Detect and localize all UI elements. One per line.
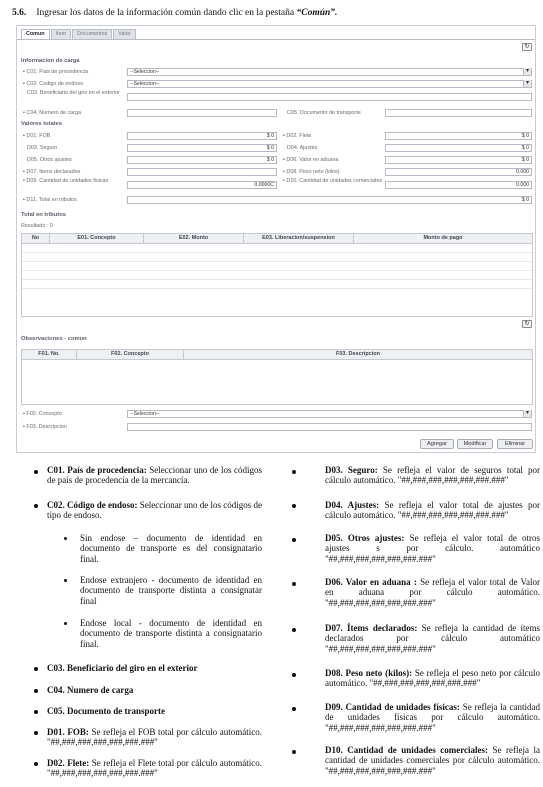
valores-title: Valores totales	[21, 121, 62, 127]
d08-label: ▪ D08. Peso neto (kilos)	[283, 169, 340, 175]
f02-label: ▪ F02. Concepto	[23, 411, 62, 417]
c04-description: C04. Numero de carga	[47, 685, 134, 695]
sub-bullet	[64, 537, 67, 540]
observaciones-title: Observaciones - comun	[21, 336, 87, 342]
col-liberacion: E03. Liberacion/suspension	[244, 234, 354, 243]
d07-label: ▪ D07. Items declarados	[23, 169, 81, 175]
table-row	[22, 244, 532, 253]
bullet	[34, 667, 38, 671]
d01-description: D01. FOB: Se refleja el FOB total por cálculo automático. "##,###,###,###,###,###.###"	[47, 727, 263, 748]
bullet	[34, 710, 38, 714]
bullet	[34, 731, 38, 735]
bullet	[34, 504, 38, 508]
d03-description: D03. Seguro: Se refleja el valor de seguros total por cálculo automático. "##,###,###,###,###,###.###"	[325, 465, 540, 486]
info-carga-title: Informacion de carga	[21, 58, 80, 64]
tab-comun[interactable]: Comun	[21, 29, 50, 39]
bullet	[292, 504, 296, 508]
bullet	[292, 582, 296, 586]
add-button[interactable]: Agregar	[420, 439, 454, 449]
d10-value: 0.000	[385, 181, 532, 189]
comun-form-screenshot	[16, 25, 536, 453]
d08-description: D08. Peso neto (kilos): Se refleja el peso neto por cálculo automático. "##,###,###,###,###,###.###"	[325, 668, 540, 689]
d11-label: ▪ D11. Total en tributos	[23, 197, 77, 203]
d09-description: D09. Cantidad de unidades físicas: Se refleja la cantidad de unidades físicas por cálculo automático. "##,###,###,###,###,###.###"	[325, 702, 540, 733]
col-concepto: E01. Concepto	[50, 234, 144, 243]
c03-label: C03. Beneficiario del giro en el exterior	[27, 90, 120, 96]
c01-description: C01. País de procedencia: Seleccionar uno de los códigos de país de procedencia de la mercancía.	[47, 465, 262, 486]
sub-bullet	[64, 622, 67, 625]
d04-value: $ 0	[385, 144, 532, 152]
d10-label: ▪ D10. Cantidad de unidades comerciales	[283, 178, 383, 184]
col-f03: F03. Descripcion	[335, 351, 381, 357]
section-heading	[12, 8, 532, 18]
d02-value: $ 0	[385, 132, 532, 140]
section-heading-text: Ingresar los datos de la información común dando clic en la pestaña	[36, 8, 297, 18]
observaciones-table	[21, 349, 533, 405]
c02-label: ▪ C02. Codigo de endoso	[23, 81, 84, 87]
bullet	[292, 538, 296, 542]
d08-value: 0.000	[385, 168, 532, 176]
bullet	[292, 750, 296, 754]
tab-documentos[interactable]: Documentos	[72, 29, 112, 39]
d07-value	[127, 168, 277, 176]
c05-description: C05. Documento de transporte	[47, 706, 165, 716]
f02-select[interactable]: --Seleccion-- ▾	[127, 410, 532, 418]
tributos-result: Resultado : 0	[21, 223, 53, 229]
d04-label: D04. Ajustes	[287, 145, 318, 151]
col-no: No	[22, 234, 50, 243]
c02-select[interactable]: --Seleccion-- ▾	[127, 80, 532, 88]
observaciones-header	[22, 350, 532, 360]
tributos-title: Total en tributos	[21, 212, 66, 218]
bullet	[34, 689, 38, 693]
bullet	[34, 470, 38, 474]
refresh-icon[interactable]: ↻	[522, 43, 532, 51]
tributos-table	[21, 233, 533, 317]
d09-value: 0.0000C	[127, 181, 277, 189]
bullet	[292, 470, 296, 474]
c03-input[interactable]	[127, 93, 532, 101]
d03-value: $ 0	[127, 144, 277, 152]
c05-input[interactable]	[385, 109, 532, 117]
d05-label: D05. Otros ajustes	[27, 157, 72, 163]
f03-label: ▪ F03. Descripcion	[23, 424, 67, 430]
col-f02: F02. Concepto	[77, 350, 184, 359]
tributos-header	[22, 234, 532, 244]
c01-select[interactable]: --Seleccion-- ▾	[127, 68, 532, 76]
col-f01: F01. No.	[22, 350, 77, 359]
table-row	[22, 262, 532, 271]
section-number: 5.6.	[12, 8, 27, 18]
table-row	[22, 271, 532, 280]
d02-description: D02. Flete: Se refleja el Flete total por cálculo automático. "##,###,###,###,###,###.###"	[47, 758, 263, 779]
d02-label: ▪ D02. Flete	[283, 133, 312, 139]
d06-label: ▪ D06. Valor en aduana	[283, 157, 339, 163]
c04-input[interactable]	[127, 109, 277, 117]
d11-value: $ 0	[127, 196, 532, 204]
refresh-icon[interactable]: ↻	[522, 320, 532, 328]
d10-description: D10. Cantidad de unidades comerciales: Se refleja la cantidad de unidades comerciales por cálculo automático. "##,###,###,###,###,###.###"	[325, 745, 540, 776]
d01-label: ▪ D01. FOB	[23, 133, 51, 139]
col-monto-pago: Monto de pago	[423, 235, 463, 241]
endoso-option-3: Endose local - documento de identidad en documento de transporte distinta a consignatario final.	[80, 618, 262, 649]
d06-description: D06. Valor en aduana : Se refleja el valor total de Valor en aduana por cálculo automático. "##,###,###,###,###,###.###"	[325, 577, 540, 608]
tab-item[interactable]: Item	[51, 29, 71, 39]
c05-label: C05. Documento de transporte	[287, 110, 361, 116]
col-monto: E02. Monto	[144, 234, 244, 243]
f03-input[interactable]	[127, 423, 532, 431]
endoso-option-2: Endose extranjero - documento de identidad en documento de transporte distinta a consignatar final	[80, 575, 262, 606]
table-row	[22, 280, 532, 289]
endoso-option-1: Sin endose – documento de identidad en documento de transporte es del consignatario final.	[80, 533, 262, 564]
c04-label: ▪ C04. Numero de carga	[23, 110, 81, 116]
c01-label: ▪ C01. Pais de procedencia	[23, 69, 89, 75]
d05-value: $ 0	[127, 156, 277, 164]
delete-button[interactable]: Eliminar	[497, 439, 533, 449]
c03-description: C03. Beneficiario del giro en el exterior	[47, 663, 198, 673]
d04-description: D04. Ajustes: Se refleja el valor total de ajustes por cálculo automático. "##,###,###,###,###,###.###"	[325, 500, 541, 521]
c02-description: C02. Código de endoso: Seleccionar uno de los códigos de tipo de endoso.	[47, 500, 262, 521]
d07-description: D07. Ítems declarados: Se refleja la cantidad de ítems declarados por cálculo automático "##,###,###,###,###,###.###"	[325, 623, 540, 654]
tab-valor[interactable]: Valor	[113, 29, 135, 39]
d01-value: $ 0	[127, 132, 277, 140]
bullet	[292, 707, 296, 711]
edit-button[interactable]: Modificar	[457, 439, 493, 449]
tab-bar	[21, 29, 136, 39]
d03-label: D03. Seguro	[27, 145, 58, 151]
tab-divider	[17, 39, 535, 40]
d05-description: D05. Otros ajustes: Se refleja el valor total de otros ajustes s por cálculo. automático "##,###,###,###,###,###.###"	[325, 533, 540, 564]
bullet	[292, 628, 296, 632]
d09-label: ▪ D09. Cantidad de unidades fisicas	[23, 178, 109, 184]
d06-value: $ 0	[385, 156, 532, 164]
sub-bullet	[64, 579, 67, 582]
table-row	[22, 253, 532, 262]
bullet	[292, 673, 296, 677]
bullet	[34, 762, 38, 766]
section-heading-emphasis: “Común”.	[296, 8, 338, 18]
